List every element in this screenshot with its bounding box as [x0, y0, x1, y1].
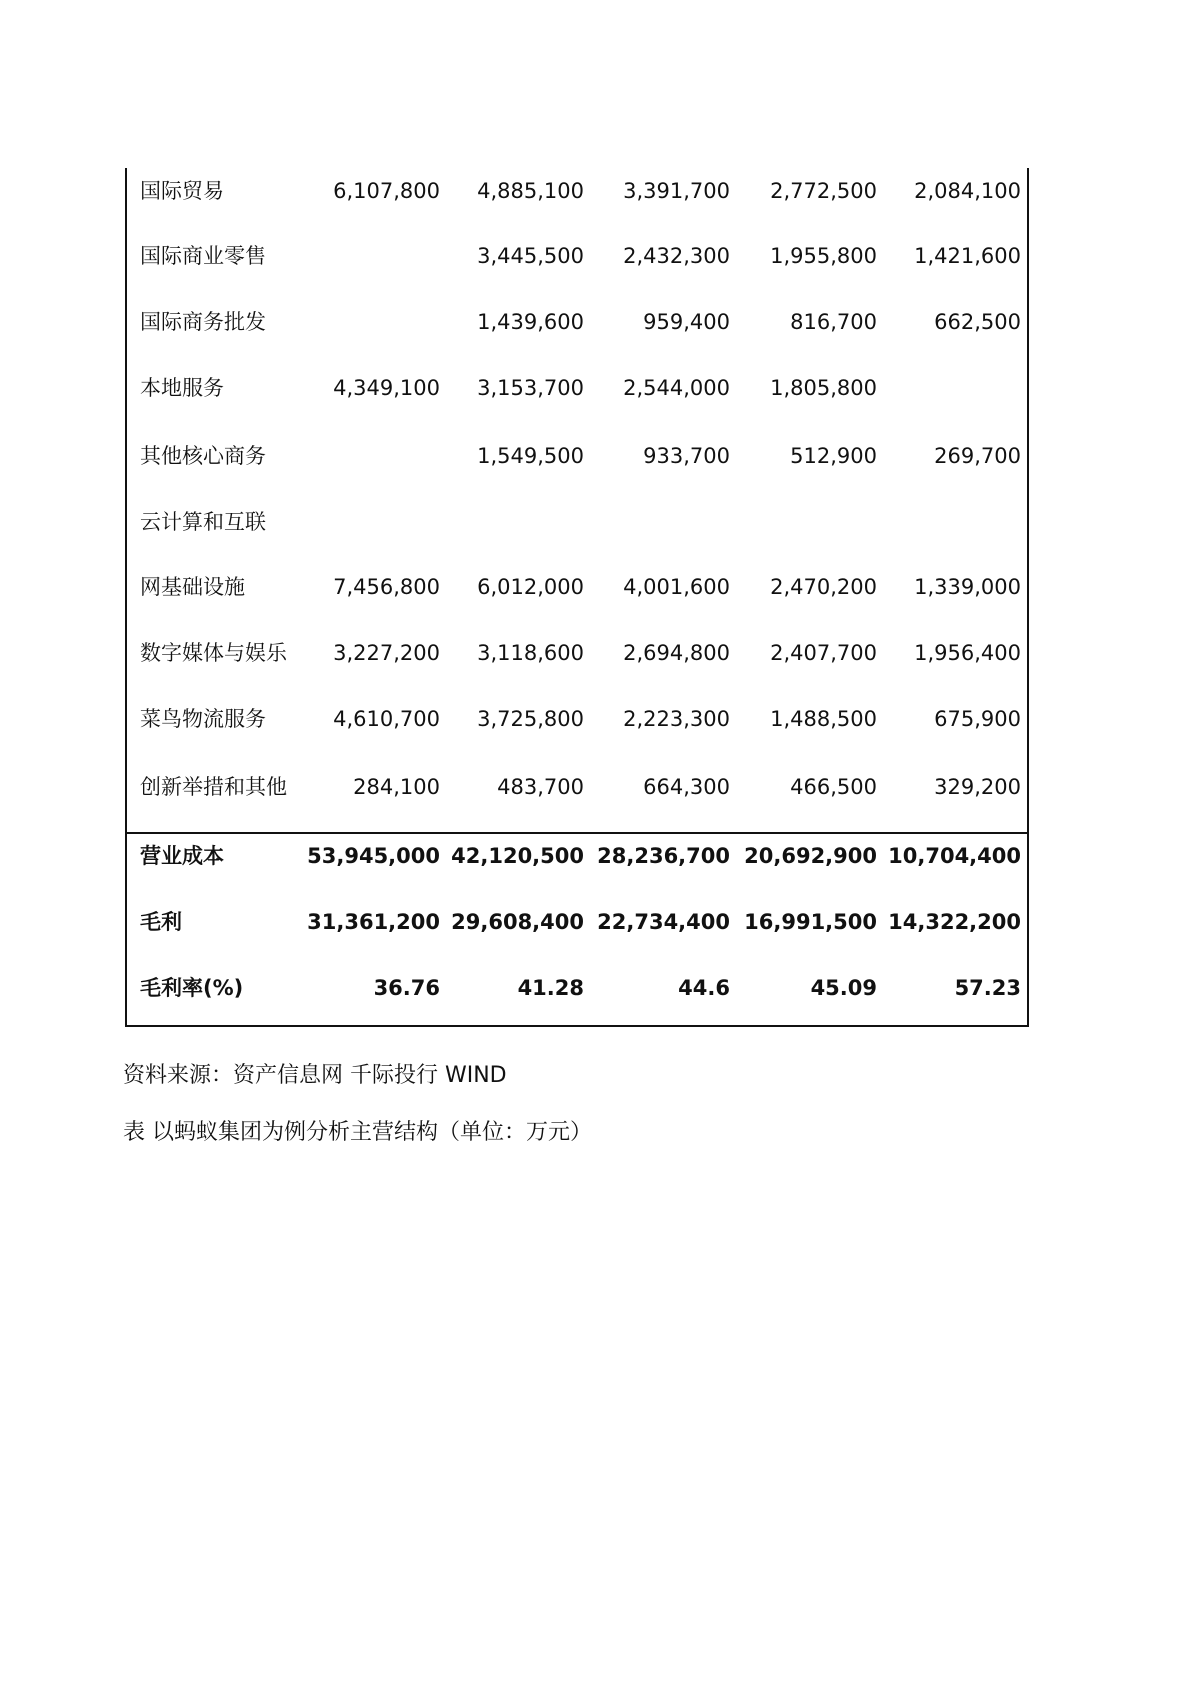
summary-value: 36.76	[373, 976, 440, 1000]
row-label: 创新举措和其他	[140, 775, 287, 799]
table-row	[127, 236, 1027, 276]
cell-value: 2,223,300	[623, 707, 730, 731]
row-label: 云计算和互联	[140, 510, 266, 534]
cell-value: 483,700	[497, 775, 584, 799]
summary-value: 42,120,500	[451, 844, 584, 868]
cell-value	[444, 502, 584, 542]
row-label: 菜鸟物流服务	[140, 707, 266, 731]
summary-row	[127, 902, 1027, 942]
row-label: 国际商业零售	[140, 244, 266, 268]
table-row	[127, 633, 1027, 673]
cell-value: 3,227,200	[333, 641, 440, 665]
cell-value: 284,100	[353, 775, 440, 799]
cell-value: 959,400	[643, 310, 730, 334]
table-caption: 表 以蚂蚁集团为例分析主营结构（单位：万元）	[123, 1120, 592, 1145]
source-note: 资料来源：资产信息网 千际投行 WIND	[123, 1063, 507, 1088]
cell-value: 2,694,800	[623, 641, 730, 665]
cell-value: 933,700	[643, 444, 730, 468]
row-label: 本地服务	[140, 376, 224, 400]
cell-value: 6,107,800	[333, 179, 440, 203]
cell-value: 329,200	[934, 775, 1021, 799]
cell-value: 3,391,700	[623, 179, 730, 203]
cell-value: 2,544,000	[623, 376, 730, 400]
cell-value: 6,012,000	[477, 575, 584, 599]
cell-value	[737, 502, 877, 542]
summary-value: 10,704,400	[888, 844, 1021, 868]
cell-value: 1,488,500	[770, 707, 877, 731]
row-label: 数字媒体与娱乐	[140, 641, 287, 665]
cell-value	[881, 502, 1021, 542]
cell-value: 3,445,500	[477, 244, 584, 268]
summary-value: 44.6	[678, 976, 730, 1000]
table-row	[127, 502, 1027, 542]
cell-value: 675,900	[934, 707, 1021, 731]
table-row	[127, 171, 1027, 211]
summary-value: 20,692,900	[744, 844, 877, 868]
cell-value: 2,407,700	[770, 641, 877, 665]
cell-value: 2,470,200	[770, 575, 877, 599]
cell-value: 664,300	[643, 775, 730, 799]
summary-row	[127, 836, 1027, 876]
cell-value	[300, 502, 440, 542]
summary-row	[127, 968, 1027, 1008]
cell-value: 269,700	[934, 444, 1021, 468]
cell-value: 816,700	[790, 310, 877, 334]
cell-value: 1,549,500	[477, 444, 584, 468]
cell-value: 512,900	[790, 444, 877, 468]
summary-value: 29,608,400	[451, 910, 584, 934]
cell-value	[300, 236, 440, 276]
cell-value: 466,500	[790, 775, 877, 799]
cell-value: 4,349,100	[333, 376, 440, 400]
row-label: 其他核心商务	[140, 444, 266, 468]
cell-value: 1,955,800	[770, 244, 877, 268]
table-row	[127, 567, 1027, 607]
cell-value	[300, 302, 440, 342]
cell-value	[300, 436, 440, 476]
summary-value: 57.23	[954, 976, 1021, 1000]
cell-value: 3,118,600	[477, 641, 584, 665]
summary-value: 14,322,200	[888, 910, 1021, 934]
cell-value: 2,084,100	[914, 179, 1021, 203]
data-table	[125, 168, 1029, 1027]
summary-value: 31,361,200	[307, 910, 440, 934]
row-label: 国际商务批发	[140, 310, 266, 334]
summary-value: 45.09	[810, 976, 877, 1000]
summary-label: 毛利	[140, 910, 182, 934]
cell-value: 1,439,600	[477, 310, 584, 334]
cell-value: 662,500	[934, 310, 1021, 334]
cell-value: 7,456,800	[333, 575, 440, 599]
row-label: 国际贸易	[140, 179, 224, 203]
table-row	[127, 368, 1027, 408]
cell-value: 1,956,400	[914, 641, 1021, 665]
summary-divider	[127, 832, 1027, 834]
cell-value: 2,432,300	[623, 244, 730, 268]
summary-label: 营业成本	[140, 844, 224, 868]
table-row	[127, 436, 1027, 476]
summary-value: 22,734,400	[597, 910, 730, 934]
table-row	[127, 699, 1027, 739]
table-row	[127, 302, 1027, 342]
cell-value: 4,610,700	[333, 707, 440, 731]
summary-value: 28,236,700	[597, 844, 730, 868]
cell-value: 1,421,600	[914, 244, 1021, 268]
cell-value	[590, 502, 730, 542]
cell-value: 1,805,800	[770, 376, 877, 400]
summary-value: 53,945,000	[307, 844, 440, 868]
cell-value: 1,339,000	[914, 575, 1021, 599]
summary-label: 毛利率(%)	[140, 976, 244, 1000]
cell-value	[881, 368, 1021, 408]
cell-value: 3,725,800	[477, 707, 584, 731]
cell-value: 4,885,100	[477, 179, 584, 203]
cell-value: 3,153,700	[477, 376, 584, 400]
table-row	[127, 767, 1027, 807]
summary-value: 41.28	[517, 976, 584, 1000]
cell-value: 2,772,500	[770, 179, 877, 203]
cell-value: 4,001,600	[623, 575, 730, 599]
summary-value: 16,991,500	[744, 910, 877, 934]
row-label: 网基础设施	[140, 575, 245, 599]
